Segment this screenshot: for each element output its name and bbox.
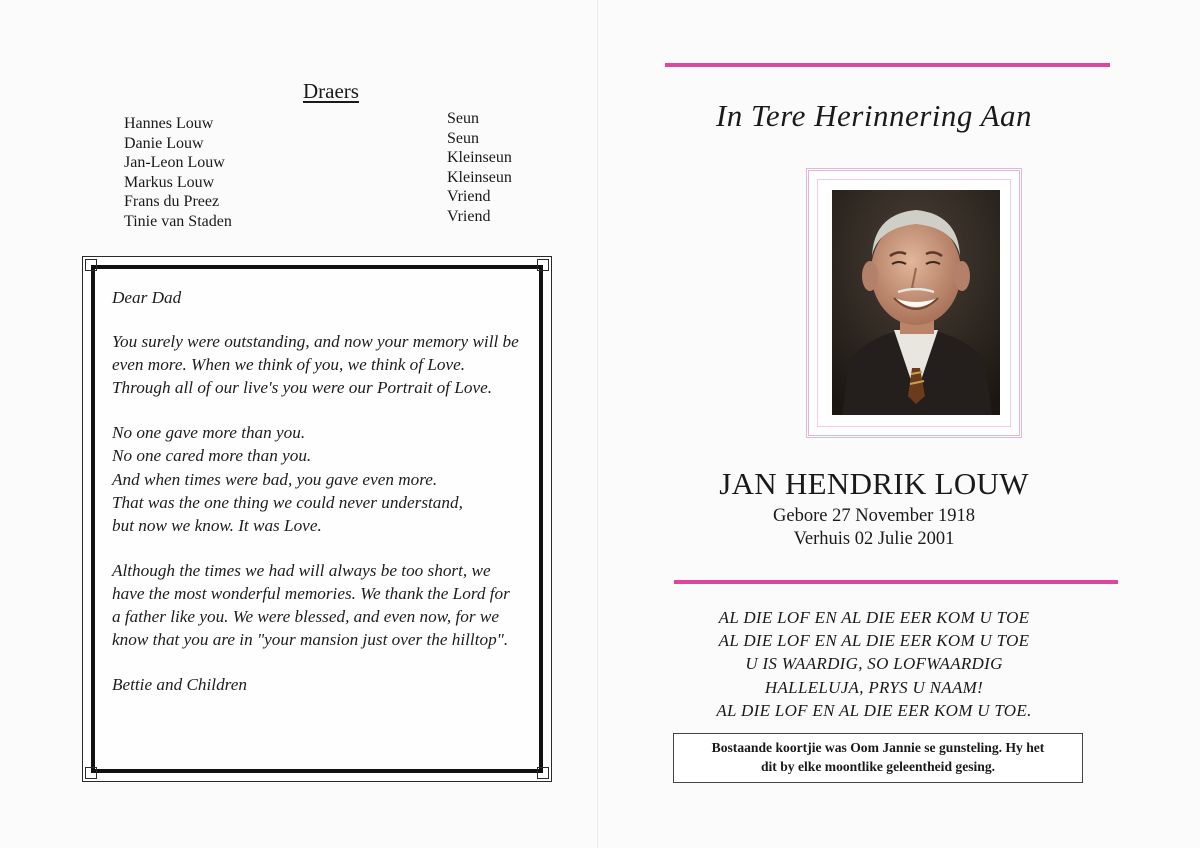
- pink-divider-middle: [674, 580, 1118, 584]
- letter-line: That was the one thing we could never understand,: [112, 492, 463, 512]
- chorus-line: U IS WAARDIG, SO LOFWAARDIG: [745, 654, 1003, 674]
- frame-corner-ornament: [85, 767, 97, 779]
- letter-greeting: Dear Dad: [112, 288, 182, 307]
- memorial-heading: In Tere Herinnering Aan: [715, 98, 1033, 133]
- letter-signature: Bettie and Children: [112, 675, 247, 695]
- bearers-title: Draers: [303, 79, 359, 103]
- bearer-name: Tinie van Staden: [124, 212, 232, 230]
- bearer-relation: Kleinseun: [447, 149, 512, 167]
- life-dates: [660, 505, 1088, 551]
- bearer-relation: Seun: [447, 110, 479, 127]
- note-line: Bostaande koortjie was Oom Jannie se gunsteling. Hy het: [711, 740, 1045, 755]
- bearer-relation: Seun: [447, 129, 479, 147]
- pink-divider-top: [665, 63, 1110, 67]
- note-line: dit by elke moontlike geleentheid gesing.: [760, 759, 996, 774]
- bearer-name: Hannes Louw: [124, 115, 214, 132]
- bearer-row: [124, 207, 544, 232]
- bearer-relation: Vriend: [447, 207, 491, 225]
- letter-line: but now we know. It was Love.: [112, 515, 322, 535]
- bearer-relation: Vriend: [447, 188, 491, 206]
- birth-date: Gebore 27 November 1918: [773, 506, 975, 526]
- chorus-line: AL DIE LOF EN AL DIE EER KOM U TOE: [718, 608, 1030, 627]
- chorus-line: AL DIE LOF EN AL DIE EER KOM U TOE.: [716, 700, 1032, 720]
- bearers-list: [124, 110, 544, 232]
- bearer-row: [124, 110, 544, 134]
- portrait-photo: [832, 190, 1000, 415]
- letter-line: No one cared more than you.: [112, 446, 312, 466]
- letter-line: And when times were bad, you gave even more.: [112, 469, 438, 489]
- chorus-line: HALLELUJA, PRYS U NAAM!: [764, 677, 984, 697]
- letter-paragraph-1: You surely were outstanding, and now your memory will be even more. When we think of you, we think of Love. Through all of our live's you were our Portrait of Love.: [112, 332, 519, 398]
- frame-corner-ornament: [537, 259, 549, 271]
- bearer-relation: Kleinseun: [447, 168, 512, 186]
- chorus-lyrics: [672, 606, 1076, 722]
- chorus-line: AL DIE LOF EN AL DIE EER KOM U TOE: [718, 631, 1030, 651]
- death-date: Verhuis 02 Julie 2001: [793, 529, 955, 549]
- bearer-name: Danie Louw: [124, 134, 204, 152]
- deceased-name: JAN HENDRIK LOUW: [719, 466, 1029, 501]
- favorite-song-note: [673, 733, 1083, 783]
- frame-corner-ornament: [85, 259, 97, 271]
- letter-text: [112, 286, 522, 718]
- letter-paragraph-3: Although the times we had will always be too short, we have the most wonderful memories. We thank the Lord for a father like you. We were blessed, and even now, for we know that you are in "your mansion just over the hilltop".: [112, 560, 510, 650]
- frame-corner-ornament: [537, 767, 549, 779]
- bearer-name: Jan-Leon Louw: [124, 154, 225, 172]
- letter-paragraph-2: [112, 421, 522, 536]
- bearer-name: Markus Louw: [124, 173, 215, 191]
- page-fold: [597, 0, 598, 848]
- letter-line: No one gave more than you.: [112, 423, 306, 443]
- bearer-name: Frans du Preez: [124, 193, 220, 211]
